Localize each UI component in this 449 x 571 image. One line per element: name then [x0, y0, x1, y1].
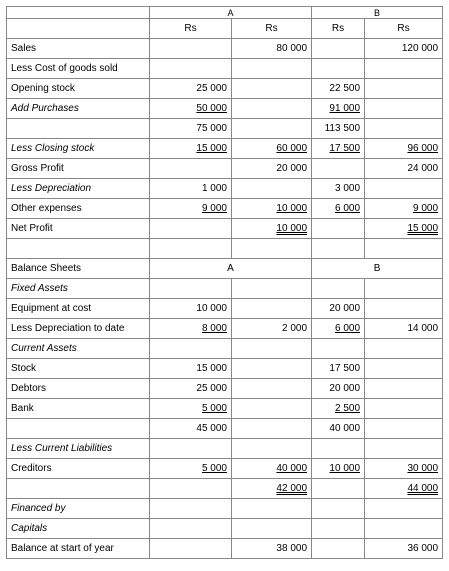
header-rs-b2: Rs	[365, 19, 443, 39]
cell-empty	[232, 379, 312, 399]
cell-a: 8 000	[201, 323, 227, 334]
row-depreciation-to-date	[7, 319, 443, 339]
header-rs-b1: Rs	[312, 19, 365, 39]
cell-b: 2 500	[334, 403, 361, 414]
row-label: Balance at start of year	[7, 539, 150, 559]
cell-b-total: 14 000	[365, 319, 443, 339]
cell-empty	[312, 479, 365, 499]
cell-empty	[7, 479, 150, 499]
header-company-b: B	[312, 7, 443, 19]
cell-empty	[312, 39, 365, 59]
header-rs-a2: Rs	[232, 19, 312, 39]
cell-empty	[232, 79, 312, 99]
cell-a-total: 20 000	[232, 159, 312, 179]
row-label: Less Depreciation to date	[7, 319, 150, 339]
cell-empty	[150, 219, 232, 239]
accounts-table	[6, 6, 443, 559]
cell-empty	[7, 119, 150, 139]
row-label: Sales	[7, 39, 150, 59]
row-spacer	[7, 239, 443, 259]
cell-empty	[365, 59, 443, 79]
cell-empty	[232, 119, 312, 139]
cell-b-total: 44 000	[407, 483, 439, 494]
cell-a-total: 2 000	[232, 319, 312, 339]
row-bank	[7, 399, 443, 419]
cell-b: 17 500	[312, 359, 365, 379]
cell-a-total: 38 000	[232, 539, 312, 559]
section-title: Balance Sheets	[7, 259, 150, 279]
header-row-currency	[7, 19, 443, 39]
cell-a: 9 000	[201, 203, 227, 214]
cell-a-total: 10 000	[276, 203, 308, 214]
cell-b: 113 500	[312, 119, 365, 139]
cell-empty	[232, 399, 312, 419]
cell-a: 5 000	[201, 403, 227, 414]
cell-a: 5 000	[201, 463, 227, 474]
row-creditors	[7, 459, 443, 479]
cell-empty	[232, 59, 312, 79]
row-goods-available	[7, 119, 443, 139]
cell-empty	[232, 359, 312, 379]
cell-empty	[232, 99, 312, 119]
cell-b-total: 120 000	[365, 39, 443, 59]
cell-empty	[365, 419, 443, 439]
cell-empty	[150, 59, 232, 79]
row-closing-stock	[7, 139, 443, 159]
row-label: Less Closing stock	[7, 139, 150, 159]
row-debtors	[7, 379, 443, 399]
cell-empty	[7, 419, 150, 439]
row-label: Net Profit	[7, 219, 150, 239]
cell-b: 22 500	[312, 79, 365, 99]
row-equipment	[7, 299, 443, 319]
cell-empty	[232, 419, 312, 439]
cell-b: 40 000	[312, 419, 365, 439]
cell-empty	[312, 59, 365, 79]
cell-b: 3 000	[312, 179, 365, 199]
row-other-expenses	[7, 199, 443, 219]
row-cogs	[7, 59, 443, 79]
row-current-total	[7, 419, 443, 439]
row-label: Less Depreciation	[7, 179, 150, 199]
cell-empty	[312, 159, 365, 179]
row-net-assets	[7, 479, 443, 499]
section-label: Fixed Assets	[7, 279, 150, 299]
row-label: Stock	[7, 359, 150, 379]
cell-b-total: 36 000	[365, 539, 443, 559]
cell-b-total: 96 000	[407, 143, 439, 154]
accounts-sheet	[6, 6, 443, 559]
row-label: Equipment at cost	[7, 299, 150, 319]
cell-a: 75 000	[150, 119, 232, 139]
row-label: Less Cost of goods sold	[7, 59, 150, 79]
section-label: Capitals	[7, 519, 150, 539]
row-financed-by	[7, 499, 443, 519]
cell-a-total: 60 000	[276, 143, 308, 154]
row-balance-start	[7, 539, 443, 559]
cell-b-total: 15 000	[407, 223, 439, 234]
header-blank	[7, 19, 150, 39]
cell-b-total: 9 000	[413, 203, 439, 214]
header-rs-a1: Rs	[150, 19, 232, 39]
cell-empty	[312, 219, 365, 239]
cell-b: 91 000	[329, 103, 361, 114]
cell-b: 20 000	[312, 379, 365, 399]
row-capitals	[7, 519, 443, 539]
row-label: Gross Profit	[7, 159, 150, 179]
cell-a: 50 000	[196, 103, 227, 114]
cell-a-total: 42 000	[276, 483, 308, 494]
row-balance-sheets-header	[7, 259, 443, 279]
cell-empty	[150, 39, 232, 59]
row-label: Bank	[7, 399, 150, 419]
cell-b: 10 000	[329, 463, 361, 474]
cell-a: 15 000	[196, 143, 227, 154]
cell-b: 20 000	[312, 299, 365, 319]
row-depreciation	[7, 179, 443, 199]
bs-header-b: B	[312, 259, 443, 279]
cell-empty	[365, 119, 443, 139]
cell-b-total: 30 000	[407, 463, 439, 474]
cell-a: 45 000	[150, 419, 232, 439]
row-stock	[7, 359, 443, 379]
row-sales	[7, 39, 443, 59]
cell-empty	[365, 299, 443, 319]
cell-empty	[365, 179, 443, 199]
cell-a-total: 40 000	[276, 463, 308, 474]
row-gross-profit	[7, 159, 443, 179]
cell-a-total: 10 000	[276, 223, 308, 234]
cell-a: 15 000	[150, 359, 232, 379]
row-label: Opening stock	[7, 79, 150, 99]
cell-empty	[365, 79, 443, 99]
cell-b-total: 24 000	[365, 159, 443, 179]
section-label: Financed by	[7, 499, 150, 519]
row-current-assets	[7, 339, 443, 359]
header-company-a: A	[150, 7, 312, 19]
row-purchases	[7, 99, 443, 119]
row-label: Add Purchases	[7, 99, 150, 119]
cell-a: 1 000	[150, 179, 232, 199]
header-blank	[7, 7, 150, 19]
section-label: Current Assets	[7, 339, 150, 359]
cell-a: 25 000	[150, 379, 232, 399]
cell-empty	[365, 379, 443, 399]
cell-a-total: 80 000	[232, 39, 312, 59]
bs-header-a: A	[150, 259, 312, 279]
cell-empty	[150, 539, 232, 559]
cell-b: 6 000	[334, 203, 361, 214]
row-opening-stock	[7, 79, 443, 99]
cell-empty	[232, 299, 312, 319]
cell-empty	[150, 159, 232, 179]
row-label: Debtors	[7, 379, 150, 399]
cell-empty	[150, 479, 232, 499]
header-row-companies	[7, 7, 443, 19]
section-label: Less Current Liabilities	[7, 439, 150, 459]
cell-a: 25 000	[150, 79, 232, 99]
row-label: Other expenses	[7, 199, 150, 219]
cell-b: 6 000	[334, 323, 361, 334]
cell-a: 10 000	[150, 299, 232, 319]
row-label: Creditors	[7, 459, 150, 479]
cell-empty	[365, 399, 443, 419]
cell-b: 17 500	[329, 143, 361, 154]
cell-empty	[312, 539, 365, 559]
row-net-profit	[7, 219, 443, 239]
row-current-liabilities	[7, 439, 443, 459]
cell-empty	[232, 179, 312, 199]
cell-empty	[365, 359, 443, 379]
cell-empty	[365, 99, 443, 119]
row-fixed-assets	[7, 279, 443, 299]
